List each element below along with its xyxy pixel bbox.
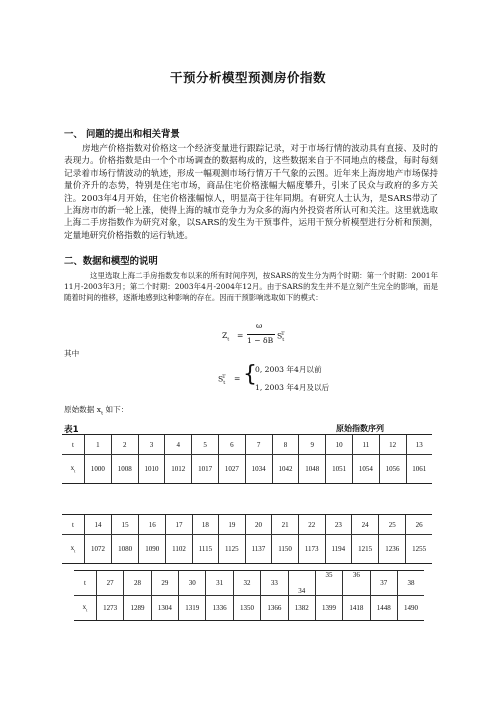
table-cell: 1350 <box>233 596 260 621</box>
table-cell: 1399 <box>315 596 342 621</box>
data-table-3 <box>74 570 424 621</box>
formula-equals: = <box>237 331 244 340</box>
table-cell: 7 <box>245 435 272 455</box>
table-cell: 24 <box>352 515 379 535</box>
table-cell: 1125 <box>219 535 246 564</box>
table-cell: 1017 <box>192 455 219 484</box>
table-cell: 21 <box>272 515 299 535</box>
table-cell: 1090 <box>139 535 166 564</box>
table-cell: 1072 <box>85 535 112 564</box>
table-cell: 1289 <box>124 596 151 621</box>
table-cell: 2 <box>111 435 138 455</box>
table-cell: 1150 <box>272 535 299 564</box>
table-cell: 33 <box>261 571 288 596</box>
table-row-t <box>62 435 432 455</box>
table-cell: 1027 <box>218 455 245 484</box>
table-cell: 1382 <box>288 596 315 621</box>
data-table-1 <box>62 434 432 484</box>
table-cell: 37 <box>370 571 397 596</box>
cases-formula <box>218 362 348 398</box>
table-cell: 14 <box>85 515 112 535</box>
table-caption-left: 表1 <box>64 425 79 435</box>
table-cell: 3 <box>138 435 165 455</box>
table-cell: 11 <box>352 435 379 455</box>
table-cell: 1054 <box>352 455 379 484</box>
table-cell: 22 <box>298 515 325 535</box>
table-cell: 1304 <box>151 596 178 621</box>
table-row-x <box>62 455 432 484</box>
table-cell: 1194 <box>325 535 352 564</box>
table-cell: 1042 <box>272 455 299 484</box>
table-cell: 1490 <box>397 596 424 621</box>
table-cell: 1255 <box>406 535 432 564</box>
section-2-heading: 二、数据和模型的说明 <box>64 256 158 267</box>
section-2-paragraph: 这里选取上海二手房指数发布以来的所有时间序列，按SARS的发生分为两个时期：第一个时期：2001年11月-2003年3月；第二个时期：2003年4月-2004年12月。由于SARS的发生并不是立刻产生完全的影响，而是随着时间的推移，逐渐地感到这种影响的存在。因而干预影响选取如下的模式： <box>64 271 438 303</box>
section-1-paragraph: 房地产价格指数对价格这一个经济变量进行跟踪记录，对于市场行情的波动具有直接、及时的表现力。价格指数是由一个个市场调查的数据构成的，这些数据来自于不同地点的楼盘，每时每刻记录着市场行情波动的轨迹，形成一幅观测市场行情万千气象的云图。近年来上海房地产市场保持量价齐升的态势，特别是住宅市场，商品住宅价格涨幅大幅度攀升，引来了民众与政府的多方关注。2003年4月开始，住宅价格涨幅惊人，明显高于往年同期。有研究人士认为，是SARS带动了上海房市的新一轮上涨，使得上海的城市竞争力为众多的海内外投资者所认可和关注。这里就选取上海二手房指数作为研究对象，以SARS的发生为干预事件，运用干预分析模型进行分析和预测，定量地研究价格指数的运行轨迹。 <box>64 144 438 241</box>
row-label-t: t <box>62 435 85 455</box>
row-label-x: $x_t$ <box>62 455 85 484</box>
case-before: 0, 2003 年4月以前 <box>255 365 322 374</box>
formula-denominator: 1 − δB <box>247 336 274 345</box>
table-cell: 1236 <box>379 535 406 564</box>
table-cell: 25 <box>379 515 406 535</box>
table-cell: 1215 <box>352 535 379 564</box>
cases-equals: = <box>234 374 241 383</box>
table-cell: 6 <box>218 435 245 455</box>
case-after: 1, 2003 年4月及以后 <box>255 383 330 392</box>
table-cell: 1056 <box>379 455 406 484</box>
table-cell: 1336 <box>206 596 233 621</box>
table-cell: 38 <box>397 571 424 596</box>
formula-lhs: $Z_t$ <box>222 331 230 343</box>
table-cell: 13 <box>406 435 432 455</box>
table-cell: 34 <box>288 571 315 596</box>
table-cell: 1051 <box>326 455 353 484</box>
table-cell: 30 <box>179 571 206 596</box>
table-cell: 28 <box>124 571 151 596</box>
table-caption-right: 原始指数序列 <box>336 424 384 433</box>
table-cell: 1012 <box>165 455 192 484</box>
table-cell: 1102 <box>166 535 193 564</box>
formula-rhs: $S_t^T$ <box>277 331 285 344</box>
table-cell: 1 <box>85 435 112 455</box>
table-cell: 5 <box>192 435 219 455</box>
table-row-t <box>62 515 432 535</box>
table-cell: 1080 <box>112 535 139 564</box>
table-cell: 18 <box>192 515 218 535</box>
where-label: 其中 <box>64 349 80 358</box>
row-label-t: t <box>74 571 97 596</box>
row-label-x: $x_t$ <box>62 535 85 564</box>
table-cell: 1366 <box>261 596 288 621</box>
data-table-2 <box>62 514 432 564</box>
formula-numerator: ω <box>256 321 263 330</box>
table-cell: 1008 <box>111 455 138 484</box>
table-cell: 12 <box>379 435 406 455</box>
table-row-x <box>74 596 424 621</box>
table-cell: 19 <box>219 515 246 535</box>
page-title: 干预分析模型预测房价指数 <box>169 70 326 85</box>
table-cell: 1010 <box>138 455 165 484</box>
table-cell: 20 <box>245 515 272 535</box>
intervention-formula <box>222 321 312 351</box>
table-cell: 1448 <box>370 596 397 621</box>
section-1-heading: 一、 问题的提出和相关背景 <box>64 129 180 140</box>
table-cell: 35 <box>315 571 342 596</box>
table-cell: 10 <box>326 435 353 455</box>
table-cell: 1115 <box>192 535 218 564</box>
table-cell: 4 <box>165 435 192 455</box>
table-cell: 1061 <box>406 455 432 484</box>
table-cell: 1418 <box>343 596 370 621</box>
table-cell: 26 <box>406 515 432 535</box>
cases-lhs: $S_t^T$ <box>218 374 226 387</box>
table-row-x <box>62 535 432 564</box>
table-cell: 16 <box>139 515 166 535</box>
row-label-t: t <box>62 515 85 535</box>
table-cell: 32 <box>233 571 260 596</box>
data-intro: 原始数据 $x_t$ 如下： <box>64 405 129 417</box>
table-cell: 27 <box>97 571 124 596</box>
table-cell: 1173 <box>298 535 325 564</box>
table-cell: 1137 <box>245 535 272 564</box>
table-cell: 31 <box>206 571 233 596</box>
table-cell: 1048 <box>299 455 326 484</box>
table-row-t <box>74 571 424 596</box>
table-cell: 36 <box>343 571 370 596</box>
table-cell: 29 <box>151 571 178 596</box>
table-cell: 17 <box>166 515 193 535</box>
table-cell: 8 <box>272 435 299 455</box>
table-cell: 9 <box>299 435 326 455</box>
table-cell: 1273 <box>97 596 124 621</box>
brace-icon: { <box>243 362 257 387</box>
table-cell: 23 <box>325 515 352 535</box>
table-cell: 1034 <box>245 455 272 484</box>
table-cell: 1000 <box>85 455 112 484</box>
table-cell: 15 <box>112 515 139 535</box>
row-label-x: $x_t$ <box>74 596 97 621</box>
table-cell: 1319 <box>179 596 206 621</box>
fraction-bar <box>247 334 275 335</box>
